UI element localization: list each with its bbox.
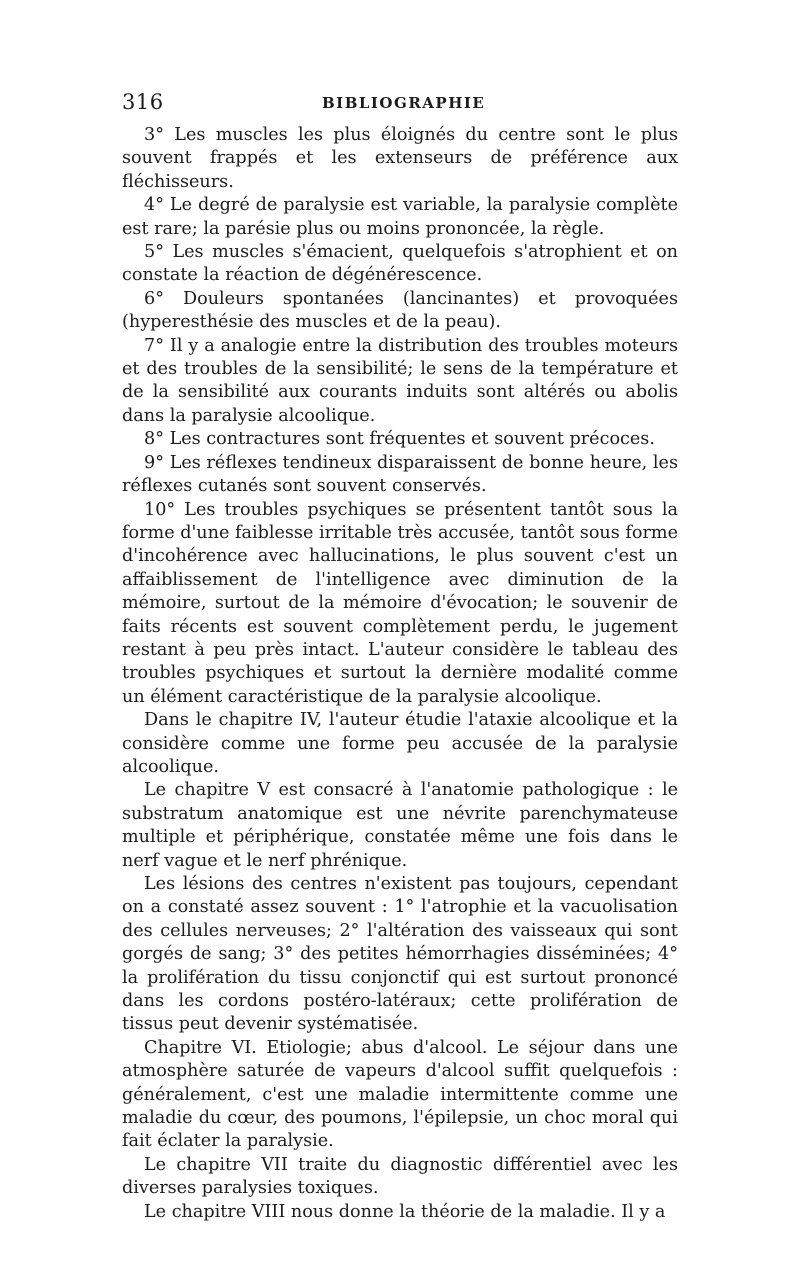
paragraph-chapter-7: Le chapitre VII traite du diagnostic différentiel avec les diverses paralysies toxiques. [122,1154,678,1199]
paragraph-chapter-8: Le chapitre VIII nous donne la théorie de la maladie. Il y a [144,1201,666,1222]
paragraph-item-4: 4° Le degré de paralysie est variable, la paralysie complète est rare; la parésie plus ou moins prononcée, la règle. [122,195,678,239]
paragraph-item-9: 9° Les réflexes tendineux disparaissent de bonne heure, les réflexes cutanés sont souvent conservés. [122,452,678,497]
running-title: BIBLIOGRAPHIE [322,94,486,112]
paragraph-item-8: 8° Les contractures sont fréquentes et souvent précoces. [144,429,655,450]
paragraph-lesions: Les lésions des centres n'existent pas toujours, cependant on a constaté assez souvent : 1° l'atrophie et la vacuolisation des cellules nerveuses; 2° l'altération des vaisseaux qui sont gorgés de sang; 3° des petites hémorrhagies disséminées; 4° la prolifération du tissu conjonctif qui est surtout prononcé dans les cordons postéro-latéraux; cette prolifération de tissus peut devenir systématisée. [122,874,678,1035]
body-text [122,124,678,1224]
paragraph-item-3: 3° Les muscles les plus éloignés du centre sont le plus souvent frappés et les extenseurs de préférence aux fléchisseurs. [122,125,678,192]
page-number: 316 [122,90,164,114]
paragraph-chapter-5: Le chapitre V est consacré à l'anatomie pathologique : le substratum anatomique est une névrite parenchymateuse multiple et périphérique, constatée même une fois dans le nerf vague et le nerf phrénique. [122,780,678,871]
paragraph-chapter-6: Chapitre VI. Etiologie; abus d'alcool. Le séjour dans une atmosphère saturée de vapeurs d'alcool suffit quelquefois : généralement, c'est une maladie intermittente comme une maladie du cœur, des poumons, l'épilepsie, un choc moral qui fait éclater la paralysie. [122,1037,678,1152]
paragraph-item-6: 6° Douleurs spontanées (lancinantes) et provoquées (hyperesthésie des muscles et de la peau). [122,288,678,333]
paragraph-item-5: 5° Les muscles s'émacient, quelquefois s'atrophient et on constate la réaction de dégénérescence. [122,242,678,286]
paragraph-item-7: 7° Il y a analogie entre la distribution des troubles moteurs et des troubles de la sensibilité; le sens de la température et de la sensibilité aux courants induits sont altérés ou abolis dans la paralysie alcoolique. [122,335,678,426]
page-header [122,90,678,120]
paragraph-item-10: 10° Les troubles psychiques se présentent tantôt sous la forme d'une faiblesse irritable très accusée, tantôt sous forme d'incohérence avec hallucinations, le plus souvent c'est un affaiblissement de l'intelligence avec diminution de la mémoire, surtout de la mémoire d'évocation; le souvenir de faits récents est souvent complètement perdu, le jugement restant à peu près intact. L'auteur considère le tableau des troubles psychiques et surtout la dernière modalité comme un élément caractéristique de la paralysie alcoolique. [122,499,678,707]
paragraph-chapter-4: Dans le chapitre IV, l'auteur étudie l'ataxie alcoolique et la considère comme une forme peu accusée de la paralysie alcoolique. [122,710,678,777]
